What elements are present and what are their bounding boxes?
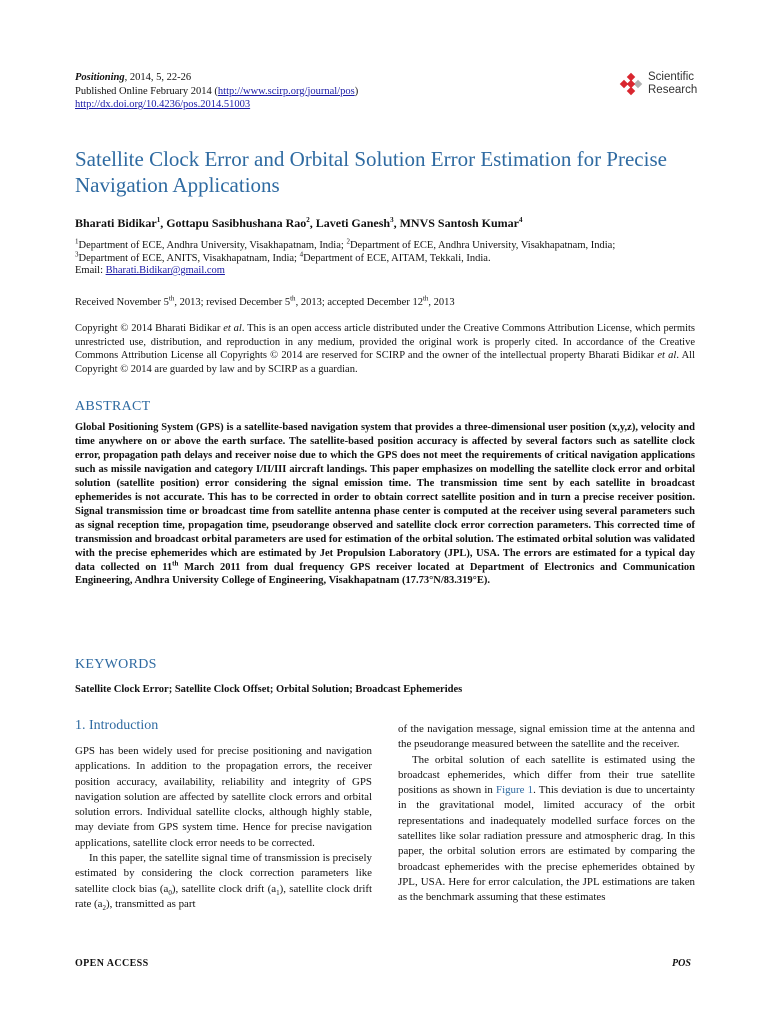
affiliation-4: Department of ECE, AITAM, Tekkali, India. xyxy=(303,252,491,264)
author-sup: 3 xyxy=(390,216,394,224)
logo-text xyxy=(648,71,697,97)
affiliation-2: Department of ECE, Andhra University, Visakhapatnam, India; xyxy=(349,240,616,251)
author-name: MNVS Santosh Kumar xyxy=(399,216,519,230)
introduction-heading: 1. Introduction xyxy=(75,718,159,733)
received-dates: Received November 5th, 2013; revised December 5th, 2013; accepted December 12th, 2013 xyxy=(75,294,455,308)
abstract-heading: ABSTRACT xyxy=(75,399,151,414)
author-name: Bharati Bidikar xyxy=(75,216,157,230)
author-name: Gottapu Sasibhushana Rao xyxy=(166,216,307,230)
citation-line xyxy=(75,71,358,85)
affiliations: $^1$Department of ECE, Andhra University, Visakhapatnam, India; $^2$Department of ECE, Andhra University, Visakhapatnam, India; $^3$Department of ECE, ANITS, Visakhapatnam, India; $^4$Department of ECE, AITAM, Tekkali, India. Email: Bharati.Bidikar@gmail.com xyxy=(75,237,616,276)
right-paragraph-1: of the navigation message, signal emission time at the antenna and the pseudorange measured between the satellite and the receiver. xyxy=(398,723,695,751)
author-name: Laveti Ganesh xyxy=(315,216,391,230)
author-list: Bharati Bidikar$^1$, Gottapu Sasibhushana Rao$^2$, Laveti Ganesh$^3$, MNVS Santosh Kumar$^4$ xyxy=(75,216,523,230)
author-sup: 4 xyxy=(518,216,523,224)
doi-link[interactable]: http://dx.doi.org/10.4236/pos.2014.51003 xyxy=(75,99,251,110)
abstract-body: Global Positioning System (GPS) is a satellite-based navigation system that provides a three-dimensional user position (x,y,z), velocity and time anywhere on or above the earth surface. The satellite-based position accuracy is affected by several factors such as satellite clock error, propagation path delays and receiver noise due to which the GPS does not meet the requirements of critical navigation applications such as missile navigation and category I/II/III aircraft landings. This paper emphasizes on modelling the satellite clock error and orbital solution (satellite position) error considering the signal emission time. The transmission time sent by each satellite in broadcast ephemerides is not accurate. This has to be corrected in order to obtain correct satellite position and in turn a precise receiver position. Signal transmission time or broadcast time from satellite antenna phase center is computed at the receiver using several parameters such as signal reception time, propagation time, pseudorange observed and satellite clock error correction parameters. This corrected time of transmission and broadcast orbital parameters are used for estimation of the orbital solution. The estimated orbital solution was validated with the precise ephemerides which are estimated by Jet Propulsion Laboratory (JPL), USA. The errors are estimated for a typical day data collected on 11th March 2011 from dual frequency GPS receiver located at Department of Electronics and Communication Engineering, Andhra University College of Engineering, Visakhapatnam (17.73°N/83.319°E). xyxy=(75,422,695,587)
author-sup: 2 xyxy=(306,216,310,224)
author-sup: 1 xyxy=(156,216,161,224)
affiliation-1: Department of ECE, Andhra University, Visakhapatnam, India; xyxy=(78,240,347,251)
intro-paragraph-1: GPS has been widely used for precise positioning and navigation applications. In addition to the propagation errors, the receiver position accuracy, availability, reliability and integrity of GPS navigation solution are affected by satellite clock errors and orbital solution errors. Individual satellite clocks, although highly stable, may deviate from GPS system time. Hence for precise navigation applications, satellite clock error needs to be corrected. xyxy=(75,745,372,849)
copyright-notice: Copyright © 2014 Bharati Bidikar et al. This is an open access article distributed under the Creative Commons Attribution License, which permits unrestricted use, distribution, and reproduction in any medium, provided the original work is properly cited. In accordance of the Creative Commons Attribution License all Copyrights © 2014 are reserved for SCIRP and the owner of the intellectual property Bharati Bidikar et al. All Copyright © 2014 are guarded by law and by SCIRP as a guardian. xyxy=(75,323,696,375)
published-line xyxy=(75,85,358,99)
footer-open-access: OPEN ACCESS xyxy=(75,958,149,969)
keywords-heading: KEYWORDS xyxy=(75,657,157,672)
scientific-research-logo xyxy=(618,70,702,102)
keywords-list: Satellite Clock Error; Satellite Clock Offset; Orbital Solution; Broadcast Ephemerides xyxy=(75,684,463,695)
logo-line-1: Scientific xyxy=(648,71,695,83)
logo-mark-icon xyxy=(618,72,644,98)
paper-title: Satellite Clock Error and Orbital Solution Error Estimation for Precise Navigation Applications xyxy=(75,147,667,197)
figure-1-link[interactable]: Figure 1 xyxy=(496,784,534,797)
journal-header xyxy=(75,71,358,112)
affiliation-3: Department of ECE, ANITS, Visakhapatnam, India; xyxy=(78,252,300,264)
left-column xyxy=(75,744,372,912)
journal-name: Positioning xyxy=(75,72,125,83)
right-column xyxy=(398,722,695,906)
email-link[interactable]: Bharati.Bidikar@gmail.com xyxy=(105,265,225,276)
published-suffix: ) xyxy=(354,85,359,97)
footer-journal-abbr: POS xyxy=(672,958,691,969)
logo-line-2: Research xyxy=(648,84,698,96)
right-paragraph-2: The orbital solution of each satellite is estimated using the broadcast ephemerides, which differ from their true satellite positions as shown in Figure 1. This deviation is due to uncertainty in the gravitational model, limited accuracy of the orbit representations and inadequately modelled surface forces on the satellites like solar radiation pressure and atmospheric drag. In this paper, the orbital solution errors are estimated by comparing the broadcast ephemerides with the precise ephemerides obtained by JPL, USA. Here for error calculation, the JPL estimations are taken as the benchmark assuming that these estimates xyxy=(398,753,695,904)
volume-info: , 2014, 5, 22-26 xyxy=(124,72,192,83)
published-prefix: Published Online February 2014 ( xyxy=(75,85,218,97)
intro-paragraph-2: In this paper, the satellite signal time of transmission is precisely estimated by considering the clock correction parameters like satellite clock bias $(a_0)$, satellite clock drift $(a_1)$, satellite clock drift rate $(a_2)$, transmitted as part xyxy=(75,852,373,913)
email-label: Email: xyxy=(75,265,106,276)
journal-url-link[interactable]: http://www.scirp.org/journal/pos xyxy=(217,85,355,97)
